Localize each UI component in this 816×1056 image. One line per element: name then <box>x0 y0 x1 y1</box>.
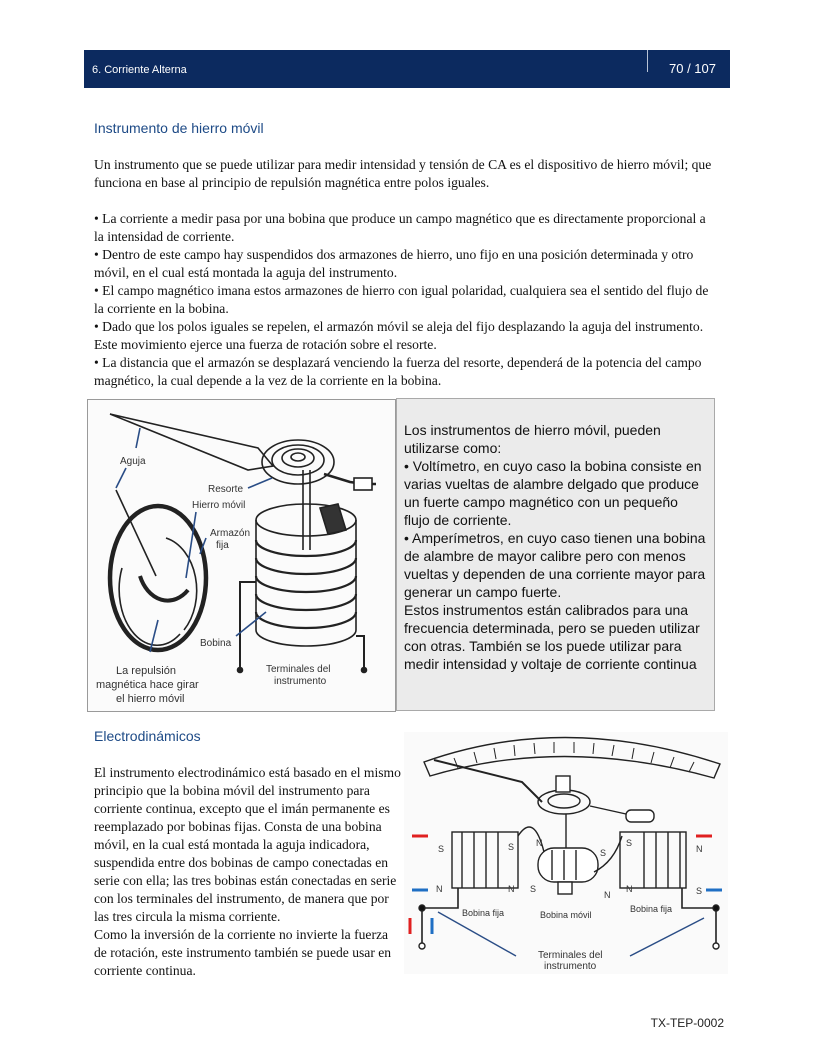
pole-label: S <box>600 848 607 858</box>
label-bobina-fija-left: Bobina fija <box>462 908 505 918</box>
pole-label: N <box>436 884 443 894</box>
label-terminales-2: instrumento <box>544 961 597 972</box>
pole-label: S <box>696 886 703 896</box>
moving-iron-diagram <box>87 399 396 712</box>
coil-section <box>110 506 206 650</box>
bullet-item: • Dado que los polos iguales se repelen, el armazón móvil se aleja del fijo desplazando la aguja del instrumento. Este movimiento ejerce una fuerza de rotación sobre el resorte. <box>94 319 704 352</box>
callout-line: • Amperímetros, en cuyo caso tienen una bobina de alambre de mayor calibre pero con menos vueltas y dependen de una corriente mayor para generar un campo fuerte. <box>404 530 706 600</box>
bullet-item: • El campo magnético imana estos armazones de hierro con igual polaridad, cualquiera sea el sentido del flujo de la corriente en la bobina. <box>94 283 709 316</box>
label-terminales-1: Terminales del <box>266 664 331 675</box>
section-title-electrodinamicos: Electrodinámicos <box>94 728 201 744</box>
label-bobina-movil: Bobina móvil <box>540 910 592 920</box>
label-repulsion-3: el hierro móvil <box>116 693 185 705</box>
moving-coil <box>538 848 598 882</box>
pole-label: S <box>530 884 537 894</box>
callout-box <box>396 398 715 711</box>
callout-line: Estos instrumentos están calibrados para una frecuencia determinada, pero se pueden utilizar con otras. También se los puede utilizar para medir intensidad y voltaje de corriente continua <box>404 602 700 672</box>
label-terminales-2: instrumento <box>274 676 327 687</box>
bullet-item: • Dentro de este campo hay suspendidos dos armazones de hierro, uno fijo en una posición determinada y otro móvil, en el cual está montada la aguja del instrumento. <box>94 247 694 280</box>
pole-label: N <box>696 844 703 854</box>
bullet-item: • La distancia que el armazón se desplazará venciendo la fuerza del resorte, dependerá de la potencia del campo magnético, la cual depende a la vez de la corriente en la bobina. <box>94 355 702 388</box>
chapter-title: 6. Corriente Alterna <box>92 64 187 76</box>
label-bobina-fija-right: Bobina fija <box>630 904 673 914</box>
scale-arc <box>424 737 720 778</box>
header-divider <box>647 50 648 72</box>
pole-label: N <box>626 884 633 894</box>
bullet-item: • La corriente a medir pasa por una bobina que produce un campo magnético que es directamente proporcional a la intensidad de corriente. <box>94 211 706 244</box>
pole-label: S <box>438 844 445 854</box>
paragraph: Como la inversión de la corriente no invierte la fuerza de rotación, este instrumento también se puede usar en corriente continua. <box>94 927 392 978</box>
callout-line: Los instrumentos de hierro móvil, pueden utilizarse como: <box>404 422 661 456</box>
callout-line: • Voltímetro, en cuyo caso la bobina consiste en varias vueltas de alambre delgado que produce un fuerte campo magnético con un pequeño flujo de corriente. <box>404 458 702 528</box>
label-hierro-movil: Hierro móvil <box>192 500 246 511</box>
document-code: TX-TEP-0002 <box>650 1016 724 1030</box>
moving-iron-svg <box>88 400 395 711</box>
label-repulsion-2: magnética hace girar <box>96 679 199 691</box>
label-fija: fija <box>216 540 229 551</box>
page-indicator: 70 / 107 <box>669 61 716 76</box>
label-bobina: Bobina <box>200 638 232 649</box>
page-header <box>84 50 730 88</box>
electrodynamic-text <box>94 764 404 980</box>
section-title-hierro-movil: Instrumento de hierro móvil <box>94 120 264 136</box>
pole-label: N <box>536 838 543 848</box>
pole-label: S <box>508 842 515 852</box>
electrodynamic-diagram <box>404 732 728 974</box>
intro-text: Un instrumento que se puede utilizar para medir intensidad y tensión de CA es el dispositivo de hierro móvil; que funciona en base al principio de repulsión magnética entre polos iguales. <box>94 157 712 190</box>
label-armazon: Armazón <box>210 528 251 539</box>
label-repulsion-1: La repulsión <box>116 665 176 677</box>
bullet-list <box>94 210 714 390</box>
label-terminales-1: Terminales del <box>538 950 603 961</box>
pole-label: N <box>508 884 515 894</box>
pole-label: S <box>626 838 633 848</box>
electrodynamic-svg <box>404 732 728 974</box>
pole-label: N <box>604 890 611 900</box>
label-aguja: Aguja <box>120 456 146 467</box>
intro-paragraph <box>94 156 714 192</box>
label-resorte: Resorte <box>208 484 244 495</box>
paragraph: El instrumento electrodinámico está basado en el mismo principio que la bobina móvil del instrumento para corriente continua, excepto que el imán permanente es reemplazado por bobinas fijas. Consta de una bobina móvil, en la cual está montada la aguja indicadora, suspendida entre dos bobinas de campo conectadas en serie con ella; las tres bobinas están conectadas en serie con los terminales del instrumento, de manera que por las tres circula la misma corriente. <box>94 765 401 924</box>
